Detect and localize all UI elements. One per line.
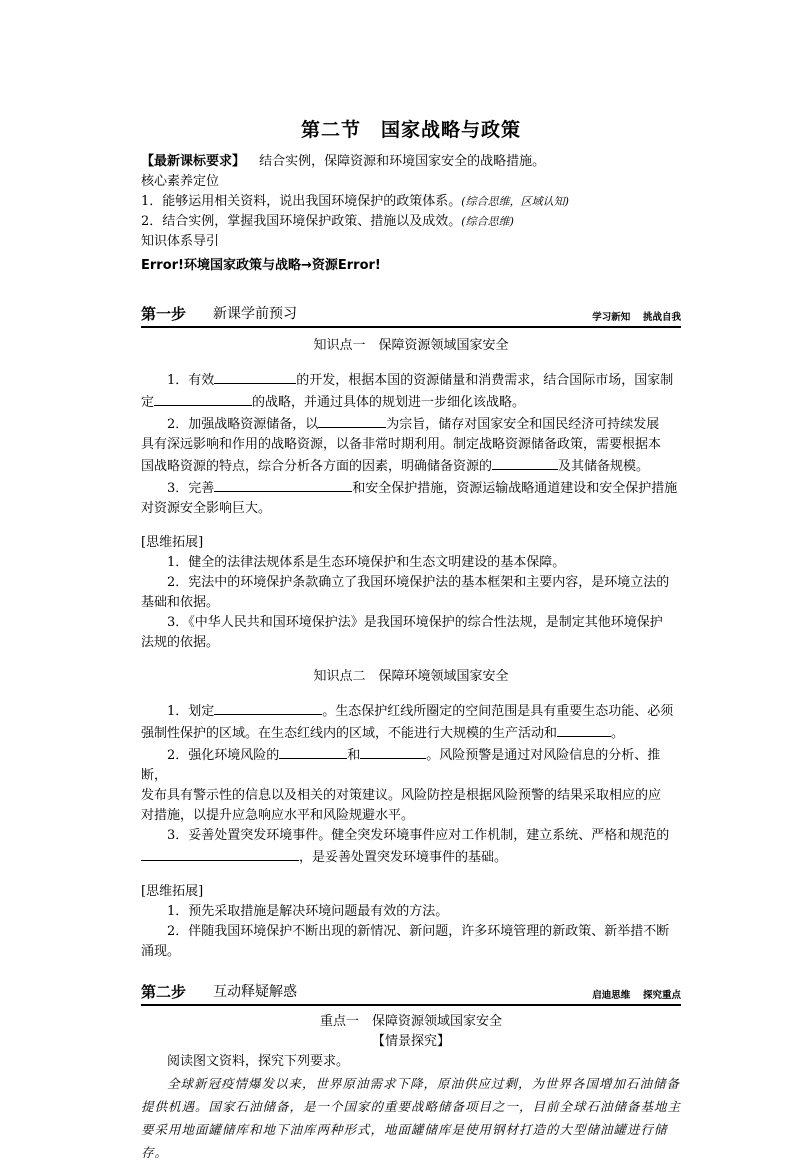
kp1-p3-cont: 对资源安全影响巨大。 xyxy=(141,501,272,516)
ext1-l3: 3．《中华人民共和国环境保护法》是我国环境保护的综合性法规，是制定其他环境保护 xyxy=(167,615,663,630)
scenario-intro: 阅读图文资料，探究下列要求。 xyxy=(167,1054,350,1069)
kp2-p3-cont: ，是妥善处置突发环境事件的基础。 xyxy=(141,846,681,868)
material-l2: 提供机遇。国家石油储备，是一个国家的重要战略储备项目之一，目前全球石油储备基地主 xyxy=(141,1099,682,1114)
kp1-p1: 1．有效 的开发，根据本国的资源储量和消费需求，结合国际市场，国家制 xyxy=(141,369,681,391)
kp2-p2-cont1: 发布具有警示性的信息以及相关的对策建议。风险防控是根据风险预警的结果采取相应的应 xyxy=(141,788,662,803)
blank[interactable] xyxy=(154,391,252,406)
material-l1: 全球新冠疫情爆发以来，世界原油需求下降，原油供应过剩，为世界各国增加石油储备 xyxy=(167,1076,681,1091)
kp1-heading: 知识点一 保障资源领域国家安全 xyxy=(313,338,509,353)
kp2-heading: 知识点二 保障环境领域国家安全 xyxy=(313,669,509,684)
requirement-text: 结合实例，保障资源和环境国家安全的战略措施。 xyxy=(259,154,546,169)
blank[interactable] xyxy=(318,413,386,428)
blank[interactable] xyxy=(214,700,322,715)
core-item-1: 1．能够运用相关资料，说出我国环境保护的政策体系。(综合思维，区域认知) xyxy=(141,194,569,209)
kp1-p3: 3．完善 和安全保护措施，资源运输战略通道建设和安全保护措施 xyxy=(141,477,681,499)
ext1-l2-cont: 基础和依据。 xyxy=(141,595,220,610)
ext2-l1: 1．预先采取措施是解决环境问题最有效的方法。 xyxy=(167,904,449,919)
kp1-p1-cont: 定 的战略，并通过具体的规划进一步细化该战略。 xyxy=(141,391,681,413)
ext1-l1: 1．健全的法律法规体系是生态环境保护和生态文明建设的基本保障。 xyxy=(167,555,566,570)
scenario-label: 【情景探究】 xyxy=(371,1034,450,1049)
step1-header xyxy=(141,302,681,328)
kp1-p2-cont2: 国战略资源的特点，综合分析各方面的因素，明确储备资源的 及其储备规模。 xyxy=(141,455,681,477)
step1-tagline: 学习新知 挑战自我 xyxy=(592,312,681,323)
kp2-p1-cont: 强制性保护的区域。在生态红线内的区域，不能进行大规模的生产活动和 。 xyxy=(141,722,681,744)
blank[interactable] xyxy=(214,369,296,384)
requirement-label: 【最新课标要求】 xyxy=(141,154,246,169)
kp1-p2: 2．加强战略资源储备，以 为宗旨，储存对国家安全和国民经济可持续发展 xyxy=(141,413,681,435)
kp1-p2-cont1: 具有深远影响和作用的战略资源，以备非常时期利用。制定战略资源储备政策，需要根据本 xyxy=(141,437,662,452)
blank[interactable] xyxy=(214,477,352,492)
ext2-label: [思维拓展] xyxy=(141,884,204,899)
step1-title: 新课学前预习 xyxy=(213,306,297,322)
step1-num: 第一步 xyxy=(141,305,187,323)
ext1-l3-cont: 法规的依据。 xyxy=(141,635,220,650)
kp2-p1: 1．划定 。生态保护红线所圈定的空间范围是具有重要生态功能、必须 xyxy=(141,700,681,722)
core-label: 核心素养定位 xyxy=(141,174,220,189)
guide-text: Error!环境国家政策与战略→资源Error! xyxy=(141,258,381,273)
step2-title: 互动释疑解惑 xyxy=(213,984,297,1000)
point1-heading: 重点一 保障资源领域国家安全 xyxy=(319,1014,502,1029)
ext1-l2: 2．宪法中的环境保护条款确立了我国环境保护法的基本框架和主要内容，是环境立法的 xyxy=(167,575,670,590)
ext1-label: [思维拓展] xyxy=(141,535,204,550)
guide-label: 知识体系导引 xyxy=(141,234,220,249)
blank[interactable] xyxy=(279,744,347,759)
core-item-2: 2．结合实例，掌握我国环境保护政策、措施以及成效。(综合思维) xyxy=(141,214,514,229)
kp2-p2-cont2: 对措施，以提升应急响应水平和风险规避水平。 xyxy=(141,808,415,823)
blank[interactable] xyxy=(492,455,558,470)
document-page xyxy=(141,118,681,1164)
blank[interactable] xyxy=(557,722,611,737)
material-l3: 要采用地面罐储库和地下油库两种形式，地面罐储库是使用钢材打造的大型储油罐进行储存。 xyxy=(141,1122,668,1160)
requirement-line xyxy=(141,152,681,172)
blank[interactable] xyxy=(360,744,426,759)
kp2-p3: 3．妥善处置突发环境事件。健全突发环境事件应对工作机制，建立系统、严格和规范的 xyxy=(167,828,670,843)
step2-tagline: 启迪思维 探究重点 xyxy=(592,990,681,1001)
step2-num: 第二步 xyxy=(141,983,187,1001)
step2-header xyxy=(141,980,681,1006)
ext2-l2-cont: 涌现。 xyxy=(141,944,181,959)
ext2-l2: 2．伴随我国环境保护不断出现的新情况、新问题，许多环境管理的新政策、新举措不断 xyxy=(167,924,670,939)
page-title: 第二节 国家战略与政策 xyxy=(300,119,521,141)
kp2-p2: 2．强化环境风险的 和 。风险预警是通过对风险信息的分析、推断， xyxy=(141,744,681,786)
blank[interactable] xyxy=(141,846,299,861)
